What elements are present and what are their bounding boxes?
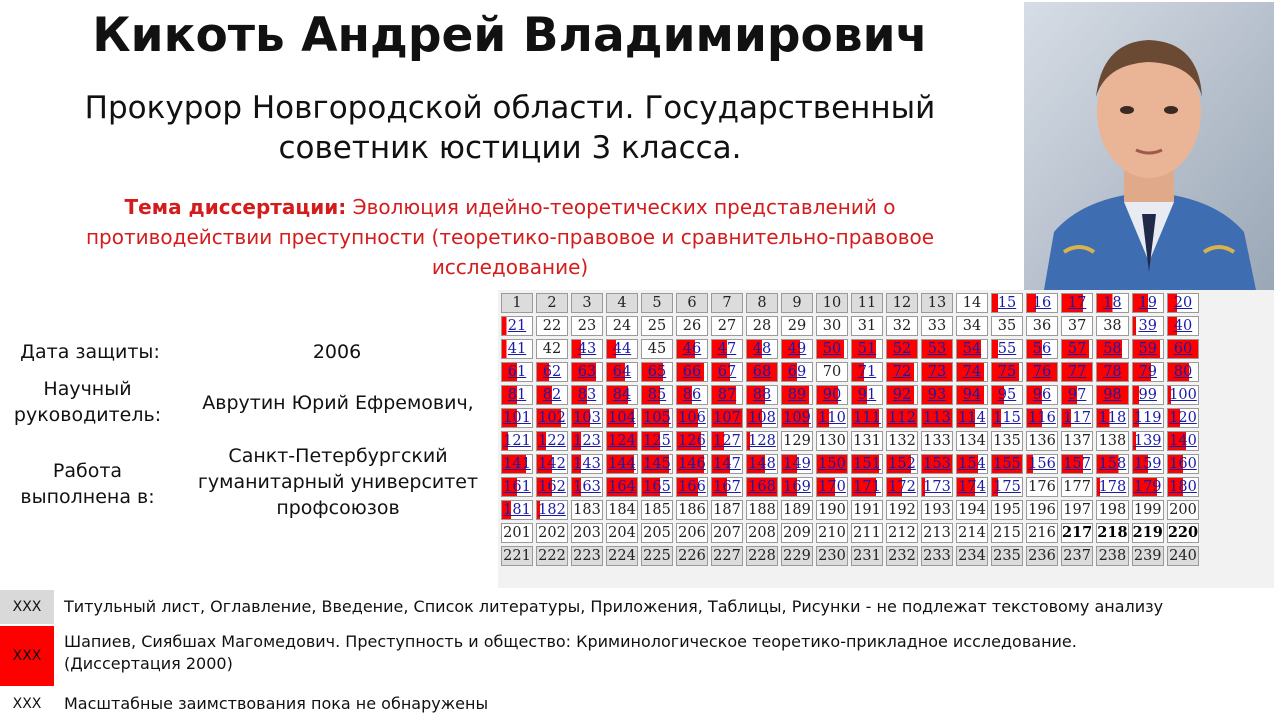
page-cell-68[interactable]: 68 <box>746 362 778 382</box>
page-cell-116[interactable]: 116 <box>1026 408 1058 428</box>
page-cell-234: 234 <box>956 546 988 566</box>
page-cell-187: 187 <box>711 500 743 520</box>
page-cell-136: 136 <box>1026 431 1058 451</box>
page-cell-197: 197 <box>1061 500 1093 520</box>
page-cell-133: 133 <box>921 431 953 451</box>
page-cell-74[interactable]: 74 <box>956 362 988 382</box>
page-cell-62[interactable]: 62 <box>536 362 568 382</box>
page-cell-10: 10 <box>816 293 848 313</box>
page-cell-170[interactable]: 170 <box>816 477 848 497</box>
page-cell-183: 183 <box>571 500 603 520</box>
page-cell-236: 236 <box>1026 546 1058 566</box>
page-cell-192: 192 <box>886 500 918 520</box>
page-cell-122[interactable]: 122 <box>536 431 568 451</box>
page-cell-233: 233 <box>921 546 953 566</box>
page-cell-109[interactable]: 109 <box>781 408 813 428</box>
page-cell-48[interactable]: 48 <box>746 339 778 359</box>
page-cell-26: 26 <box>676 316 708 336</box>
page-cell-156[interactable]: 156 <box>1026 454 1058 474</box>
page-cell-173[interactable]: 173 <box>921 477 953 497</box>
page-cell-238: 238 <box>1096 546 1128 566</box>
page-cell-176: 176 <box>1026 477 1058 497</box>
page-cell-81[interactable]: 81 <box>501 385 533 405</box>
page-cell-82[interactable]: 82 <box>536 385 568 405</box>
page-cell-18[interactable]: 18 <box>1096 293 1128 313</box>
page-cell-180[interactable]: 180 <box>1167 477 1199 497</box>
page-cell-181[interactable]: 181 <box>501 500 533 520</box>
page-cell-80[interactable]: 80 <box>1167 362 1199 382</box>
page-cell-237: 237 <box>1061 546 1093 566</box>
page-cell-196: 196 <box>1026 500 1058 520</box>
page-grid <box>498 290 1202 569</box>
page-cell-177: 177 <box>1061 477 1093 497</box>
page-grid-row <box>501 477 1199 497</box>
page-cell-224: 224 <box>606 546 638 566</box>
page-cell-30: 30 <box>816 316 848 336</box>
page-cell-215: 215 <box>991 523 1023 543</box>
page-cell-209: 209 <box>781 523 813 543</box>
page-cell-29: 29 <box>781 316 813 336</box>
page-cell-231: 231 <box>851 546 883 566</box>
page-cell-139[interactable]: 139 <box>1132 431 1164 451</box>
page-cell-130: 130 <box>816 431 848 451</box>
page-cell-1: 1 <box>501 293 533 313</box>
page-cell-88[interactable]: 88 <box>746 385 778 405</box>
portrait-photo <box>1024 2 1274 290</box>
page-cell-191: 191 <box>851 500 883 520</box>
page-cell-202: 202 <box>536 523 568 543</box>
legend-red-text-line-2: (Диссертация 2000) <box>64 654 233 673</box>
page-cell-223: 223 <box>571 546 603 566</box>
page-cell-198: 198 <box>1096 500 1128 520</box>
page-cell-86[interactable]: 86 <box>676 385 708 405</box>
position-title <box>20 88 1000 168</box>
page-cell-147[interactable]: 147 <box>711 454 743 474</box>
page-grid-row <box>501 293 1199 313</box>
page-cell-108[interactable]: 108 <box>746 408 778 428</box>
page-cell-111[interactable]: 111 <box>851 408 883 428</box>
page-cell-3: 3 <box>571 293 603 313</box>
page-cell-97[interactable]: 97 <box>1061 385 1093 405</box>
page-cell-96[interactable]: 96 <box>1026 385 1058 405</box>
page-cell-135: 135 <box>991 431 1023 451</box>
page-cell-217: 217 <box>1062 524 1093 541</box>
page-grid-row <box>501 385 1199 405</box>
page-grid-row <box>501 523 1199 543</box>
page-cell-129: 129 <box>781 431 813 451</box>
page-cell-166[interactable]: 166 <box>676 477 708 497</box>
page-cell-145[interactable]: 145 <box>641 454 673 474</box>
page-cell-6: 6 <box>676 293 708 313</box>
page-cell-45: 45 <box>641 339 673 359</box>
thesis-topic <box>40 192 980 282</box>
institution-value <box>188 443 488 521</box>
page-cell-35: 35 <box>991 316 1023 336</box>
supervisor-value: Аврутин Юрий Ефремович, <box>202 392 474 414</box>
legend-white-text: Масштабные заимствования пока не обнаружены <box>64 694 489 713</box>
page-cell-83[interactable]: 83 <box>571 385 603 405</box>
page-cell-222: 222 <box>536 546 568 566</box>
page-cell-220: 220 <box>1167 524 1199 541</box>
page-cell-55[interactable]: 55 <box>991 339 1023 359</box>
institution-value-line-3: профсоюзов <box>276 497 400 519</box>
page-cell-120[interactable]: 120 <box>1167 408 1199 428</box>
legend-grey-text: Титульный лист, Оглавление, Введение, Список литературы, Приложения, Таблицы, Рисунки - не подлежат текстовому анализу <box>64 597 1164 616</box>
page-cell-19[interactable]: 19 <box>1132 293 1164 313</box>
page-cell-161[interactable]: 161 <box>501 477 533 497</box>
institution-label-line-2: выполнена в: <box>20 486 155 508</box>
page-cell-8: 8 <box>746 293 778 313</box>
page-cell-66[interactable]: 66 <box>676 362 708 382</box>
page-cell-60[interactable]: 60 <box>1167 339 1199 359</box>
page-cell-42: 42 <box>536 339 568 359</box>
page-cell-31: 31 <box>851 316 883 336</box>
page-cell-78[interactable]: 78 <box>1096 362 1128 382</box>
page-grid-row <box>501 454 1199 474</box>
page-cell-49[interactable]: 49 <box>781 339 813 359</box>
page-cell-43[interactable]: 43 <box>571 339 603 359</box>
legend-grey-swatch: XXX <box>0 590 54 624</box>
page-cell-208: 208 <box>746 523 778 543</box>
page-cell-232: 232 <box>886 546 918 566</box>
page-cell-41[interactable]: 41 <box>501 339 533 359</box>
page-cell-155[interactable]: 155 <box>991 454 1023 474</box>
page-cell-172[interactable]: 172 <box>886 477 918 497</box>
page-cell-72[interactable]: 72 <box>886 362 918 382</box>
page-cell-84[interactable]: 84 <box>606 385 638 405</box>
page-cell-160[interactable]: 160 <box>1167 454 1199 474</box>
page-cell-28: 28 <box>746 316 778 336</box>
page-cell-52[interactable]: 52 <box>886 339 918 359</box>
page-grid-panel <box>498 290 1274 588</box>
page-cell-63[interactable]: 63 <box>571 362 603 382</box>
page-cell-67[interactable]: 67 <box>711 362 743 382</box>
page-cell-53[interactable]: 53 <box>921 339 953 359</box>
page-cell-158[interactable]: 158 <box>1096 454 1128 474</box>
supervisor-label <box>0 376 175 428</box>
page-cell-240: 240 <box>1167 546 1199 566</box>
page-cell-14: 14 <box>956 293 988 313</box>
page-cell-175[interactable]: 175 <box>991 477 1023 497</box>
page-cell-164[interactable]: 164 <box>606 477 638 497</box>
page-cell-4: 4 <box>606 293 638 313</box>
page-cell-128[interactable]: 128 <box>746 431 778 451</box>
thesis-label: Тема диссертации: <box>124 195 347 219</box>
page-cell-47[interactable]: 47 <box>711 339 743 359</box>
page-cell-40[interactable]: 40 <box>1167 316 1199 336</box>
page-cell-189: 189 <box>781 500 813 520</box>
page-cell-214: 214 <box>956 523 988 543</box>
page-cell-104[interactable]: 104 <box>606 408 638 428</box>
page-cell-137: 137 <box>1061 431 1093 451</box>
page-cell-94[interactable]: 94 <box>956 385 988 405</box>
page-cell-230: 230 <box>816 546 848 566</box>
page-cell-90[interactable]: 90 <box>816 385 848 405</box>
page-cell-106[interactable]: 106 <box>676 408 708 428</box>
page-cell-13: 13 <box>921 293 953 313</box>
page-cell-46[interactable]: 46 <box>676 339 708 359</box>
page-cell-70: 70 <box>816 362 848 382</box>
page-cell-162[interactable]: 162 <box>536 477 568 497</box>
page-cell-227: 227 <box>711 546 743 566</box>
page-cell-107[interactable]: 107 <box>711 408 743 428</box>
page-cell-85[interactable]: 85 <box>641 385 673 405</box>
thesis-text: Эволюция идейно-теоретических представлений о противодействии преступности (теоретико-правовое и сравнительно-правовое исследование) <box>85 195 935 279</box>
page-cell-171[interactable]: 171 <box>851 477 883 497</box>
page-cell-140[interactable]: 140 <box>1167 431 1199 451</box>
page-cell-36: 36 <box>1026 316 1058 336</box>
page-grid-row <box>501 408 1199 428</box>
position-line-2: советник юстиции 3 класса. <box>278 130 742 166</box>
page-cell-186: 186 <box>676 500 708 520</box>
page-cell-95[interactable]: 95 <box>991 385 1023 405</box>
page-cell-119[interactable]: 119 <box>1132 408 1164 428</box>
page-cell-39[interactable]: 39 <box>1132 316 1164 336</box>
page-grid-row <box>501 339 1199 359</box>
page-cell-203: 203 <box>571 523 603 543</box>
page-cell-56[interactable]: 56 <box>1026 339 1058 359</box>
page-cell-118[interactable]: 118 <box>1096 408 1128 428</box>
page-cell-185: 185 <box>641 500 673 520</box>
page-cell-210: 210 <box>816 523 848 543</box>
page-cell-34: 34 <box>956 316 988 336</box>
page-cell-38: 38 <box>1096 316 1128 336</box>
page-cell-138: 138 <box>1096 431 1128 451</box>
page-cell-73[interactable]: 73 <box>921 362 953 382</box>
page-cell-174[interactable]: 174 <box>956 477 988 497</box>
page-cell-239: 239 <box>1132 546 1164 566</box>
page-cell-100[interactable]: 100 <box>1167 385 1199 405</box>
page-cell-131: 131 <box>851 431 883 451</box>
page-cell-205: 205 <box>641 523 673 543</box>
legend-red-swatch: XXX <box>0 626 54 686</box>
page-cell-179[interactable]: 179 <box>1132 477 1164 497</box>
page-cell-127[interactable]: 127 <box>711 431 743 451</box>
page-cell-12: 12 <box>886 293 918 313</box>
page-cell-124[interactable]: 124 <box>606 431 638 451</box>
page-cell-194: 194 <box>956 500 988 520</box>
page-cell-229: 229 <box>781 546 813 566</box>
page-grid-row <box>501 362 1199 382</box>
page-cell-54[interactable]: 54 <box>956 339 988 359</box>
page-cell-190: 190 <box>816 500 848 520</box>
page-cell-150[interactable]: 150 <box>816 454 848 474</box>
page-cell-141[interactable]: 141 <box>501 454 533 474</box>
page-cell-114[interactable]: 114 <box>956 408 988 428</box>
page-cell-79[interactable]: 79 <box>1132 362 1164 382</box>
page-cell-188: 188 <box>746 500 778 520</box>
page-cell-113[interactable]: 113 <box>921 408 953 428</box>
page-cell-21[interactable]: 21 <box>501 316 533 336</box>
page-cell-23: 23 <box>571 316 603 336</box>
person-name: Кикоть Андрей Владимирович <box>92 8 928 63</box>
institution-value-line-2: гуманитарный университет <box>197 471 479 493</box>
page-cell-91[interactable]: 91 <box>851 385 883 405</box>
page-cell-182[interactable]: 182 <box>536 500 568 520</box>
page-cell-9: 9 <box>781 293 813 313</box>
position-line-1: Прокурор Новгородской области. Государственный <box>84 90 936 126</box>
defense-date-label: Дата защиты: <box>20 341 160 363</box>
page-cell-142[interactable]: 142 <box>536 454 568 474</box>
page-cell-157[interactable]: 157 <box>1061 454 1093 474</box>
page-grid-row <box>501 500 1199 520</box>
page-cell-146[interactable]: 146 <box>676 454 708 474</box>
page-cell-153[interactable]: 153 <box>921 454 953 474</box>
page-cell-15[interactable]: 15 <box>991 293 1023 313</box>
page-cell-51[interactable]: 51 <box>851 339 883 359</box>
page-cell-218: 218 <box>1097 524 1128 541</box>
supervisor-label-line-2: руководитель: <box>13 404 162 426</box>
page-cell-235: 235 <box>991 546 1023 566</box>
page-cell-204: 204 <box>606 523 638 543</box>
institution-label-line-1: Работа <box>52 460 123 482</box>
page-cell-99[interactable]: 99 <box>1132 385 1164 405</box>
page-cell-144[interactable]: 144 <box>606 454 638 474</box>
page-grid-row <box>501 546 1199 566</box>
page-cell-184: 184 <box>606 500 638 520</box>
page-cell-213: 213 <box>921 523 953 543</box>
page-cell-195: 195 <box>991 500 1023 520</box>
page-cell-168[interactable]: 168 <box>746 477 778 497</box>
page-cell-77[interactable]: 77 <box>1061 362 1093 382</box>
page-cell-103[interactable]: 103 <box>571 408 603 428</box>
page-cell-211: 211 <box>851 523 883 543</box>
supervisor-label-line-1: Научный <box>43 378 132 400</box>
page-cell-61[interactable]: 61 <box>501 362 533 382</box>
page-cell-225: 225 <box>641 546 673 566</box>
page-cell-17[interactable]: 17 <box>1061 293 1093 313</box>
page-cell-44[interactable]: 44 <box>606 339 638 359</box>
page-cell-71[interactable]: 71 <box>851 362 883 382</box>
page-cell-165[interactable]: 165 <box>641 477 673 497</box>
page-cell-58[interactable]: 58 <box>1096 339 1128 359</box>
page-cell-92[interactable]: 92 <box>886 385 918 405</box>
page-cell-167[interactable]: 167 <box>711 477 743 497</box>
page-cell-132: 132 <box>886 431 918 451</box>
page-cell-76[interactable]: 76 <box>1026 362 1058 382</box>
institution-label <box>0 458 175 510</box>
page-cell-69[interactable]: 69 <box>781 362 813 382</box>
page-cell-112[interactable]: 112 <box>886 408 918 428</box>
page-cell-98[interactable]: 98 <box>1096 385 1128 405</box>
page-cell-115[interactable]: 115 <box>991 408 1023 428</box>
page-grid-row <box>501 431 1199 451</box>
page-cell-57[interactable]: 57 <box>1061 339 1093 359</box>
page-cell-64[interactable]: 64 <box>606 362 638 382</box>
page-cell-87[interactable]: 87 <box>711 385 743 405</box>
page-cell-169[interactable]: 169 <box>781 477 813 497</box>
institution-value-line-1: Санкт-Петербургский <box>228 445 448 467</box>
page-cell-65[interactable]: 65 <box>641 362 673 382</box>
page-cell-7: 7 <box>711 293 743 313</box>
page-cell-27: 27 <box>711 316 743 336</box>
page-cell-50[interactable]: 50 <box>816 339 848 359</box>
page-cell-59[interactable]: 59 <box>1132 339 1164 359</box>
page-cell-199: 199 <box>1132 500 1164 520</box>
defense-date-value: 2006 <box>312 341 362 363</box>
page-cell-159[interactable]: 159 <box>1132 454 1164 474</box>
page-cell-89[interactable]: 89 <box>781 385 813 405</box>
page-cell-212: 212 <box>886 523 918 543</box>
page-cell-101[interactable]: 101 <box>501 408 533 428</box>
page-cell-22: 22 <box>536 316 568 336</box>
page-cell-154[interactable]: 154 <box>956 454 988 474</box>
page-cell-110[interactable]: 110 <box>816 408 848 428</box>
page-cell-105[interactable]: 105 <box>641 408 673 428</box>
page-cell-121[interactable]: 121 <box>501 431 533 451</box>
page-cell-226: 226 <box>676 546 708 566</box>
page-cell-2: 2 <box>536 293 568 313</box>
page-cell-20[interactable]: 20 <box>1167 293 1199 313</box>
page-cell-206: 206 <box>676 523 708 543</box>
legend-red-text <box>64 631 1077 675</box>
page-cell-152[interactable]: 152 <box>886 454 918 474</box>
page-cell-93[interactable]: 93 <box>921 385 953 405</box>
page-cell-25: 25 <box>641 316 673 336</box>
page-cell-178[interactable]: 178 <box>1096 477 1128 497</box>
page-cell-117[interactable]: 117 <box>1061 408 1093 428</box>
page-cell-228: 228 <box>746 546 778 566</box>
page-cell-32: 32 <box>886 316 918 336</box>
page-cell-134: 134 <box>956 431 988 451</box>
page-cell-5: 5 <box>641 293 673 313</box>
page-cell-123[interactable]: 123 <box>571 431 603 451</box>
legend-red-text-line-1: Шапиев, Сиябшах Магомедович. Преступность и общество: Криминологическое теоретико-прикладное исследование. <box>64 632 1077 651</box>
page-cell-216: 216 <box>1026 523 1058 543</box>
legend-white-swatch: XXX <box>0 690 54 718</box>
page-cell-163[interactable]: 163 <box>571 477 603 497</box>
page-cell-33: 33 <box>921 316 953 336</box>
page-cell-207: 207 <box>711 523 743 543</box>
page-cell-37: 37 <box>1061 316 1093 336</box>
page-cell-16[interactable]: 16 <box>1026 293 1058 313</box>
page-cell-221: 221 <box>501 546 533 566</box>
page-cell-200: 200 <box>1167 500 1199 520</box>
page-cell-201: 201 <box>501 523 533 543</box>
page-cell-24: 24 <box>606 316 638 336</box>
page-cell-219: 219 <box>1132 524 1163 541</box>
page-cell-126[interactable]: 126 <box>676 431 708 451</box>
page-cell-11: 11 <box>851 293 883 313</box>
page-cell-75[interactable]: 75 <box>991 362 1023 382</box>
page-cell-102[interactable]: 102 <box>536 408 568 428</box>
page-grid-row <box>501 316 1199 336</box>
page-cell-149[interactable]: 149 <box>781 454 813 474</box>
page-cell-143[interactable]: 143 <box>571 454 603 474</box>
page-cell-193: 193 <box>921 500 953 520</box>
page-cell-148[interactable]: 148 <box>746 454 778 474</box>
page-cell-151[interactable]: 151 <box>851 454 883 474</box>
page-cell-125[interactable]: 125 <box>641 431 673 451</box>
